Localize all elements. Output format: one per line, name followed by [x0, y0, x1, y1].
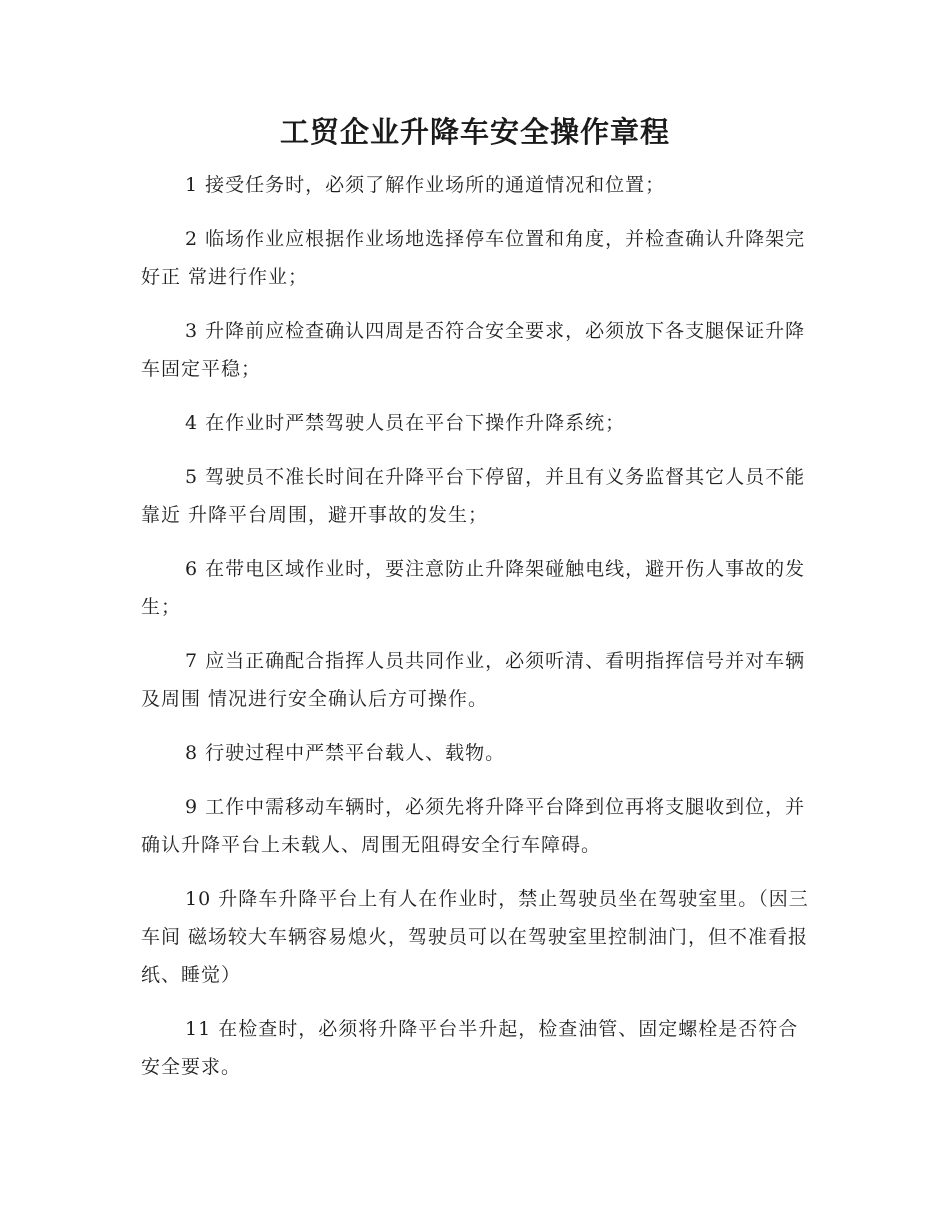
rule-paragraph-11: 11 在检查时，必须将升降平台半升起，检查油管、固定螺栓是否符合安全要求。 — [141, 1018, 799, 1078]
rule-paragraph-6: 6 在带电区域作业时，要注意防止升降架碰触电线，避开伤人事故的发生； — [141, 558, 806, 618]
rule-paragraph-1: 1 接受任务时，必须了解作业场所的通道情况和位置； — [185, 174, 666, 196]
rule-paragraph-7: 7 应当正确配合指挥人员共同作业，必须听清、看明指挥信号并对车辆及周围 情况进行安全确认后方可操作。 — [141, 650, 806, 710]
rule-paragraph-5: 5 驾驶员不准长时间在升降平台下停留，并且有义务监督其它人员不能靠近 升降平台周围，避开事故的发生； — [141, 466, 806, 526]
document-body — [141, 166, 809, 1102]
document-title: 工贸企业升降车安全操作章程 — [279, 115, 670, 149]
rule-paragraph-2: 2 临场作业应根据作业场地选择停车位置和角度，并检查确认升降架完好正 常进行作业； — [141, 228, 806, 288]
rule-paragraph-4: 4 在作业时严禁驾驶人员在平台下操作升降系统； — [185, 412, 626, 434]
rule-paragraph-3: 3 升降前应检查确认四周是否符合安全要求，必须放下各支腿保证升降车固定平稳； — [141, 320, 806, 380]
rule-paragraph-8: 8 行驶过程中严禁平台载人、载物。 — [185, 742, 506, 764]
rule-paragraph-9: 9 工作中需移动车辆时，必须先将升降平台降到位再将支腿收到位，并确认升降平台上未载人、周围无阻碍安全行车障碍。 — [141, 796, 806, 856]
rule-paragraph-10: 10 升降车升降平台上有人在作业时，禁止驾驶员坐在驾驶室里。（因三车间 磁场较大车辆容易熄火，驾驶员可以在驾驶室里控制油门，但不准看报纸、睡觉） — [141, 888, 809, 986]
